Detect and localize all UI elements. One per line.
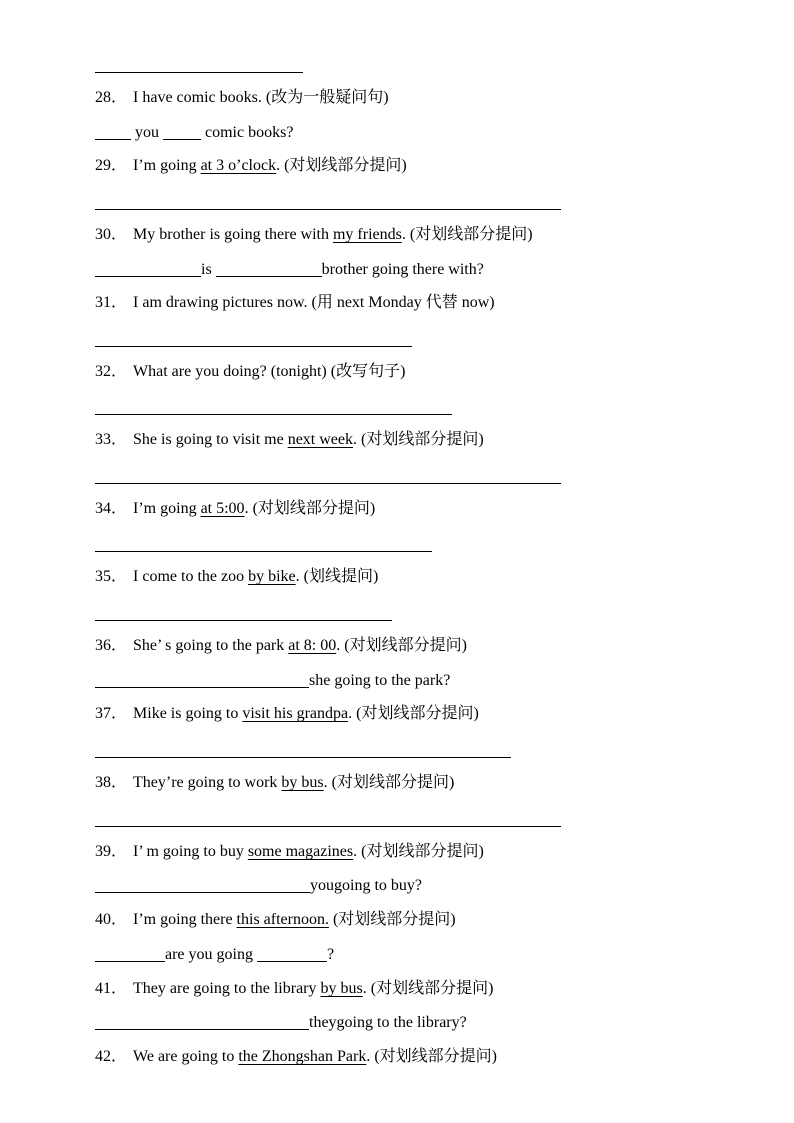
answer-39: yougoing to buy? [95,876,422,896]
question-37: 37． Mike is going to visit his grandpa. (对划线部分提问) [95,705,479,722]
answer-line-33[interactable] [95,483,561,484]
question-40: 40． I’m going there this afternoon. (对划线部分提问) [95,911,456,928]
question-29: 29． I’m going at 3 o’clock. (对划线部分提问) [95,157,407,174]
question-31: 31． I am drawing pictures now. (用 next Monday 代替 now) [95,294,495,311]
question-42: 42． We are going to the Zhongshan Park. (对划线部分提问) [95,1048,498,1065]
question-30: 30． My brother is going there with my friends. (对划线部分提问) [95,226,533,243]
answer-41: theygoing to the library? [95,1013,467,1033]
question-38: 38． They’re going to work by bus. (对划线部分提问) [95,774,455,791]
question-41: 41． They are going to the library by bus. (对划线部分提问) [95,980,494,997]
blank-28-1[interactable] [95,123,131,140]
answer-line-35[interactable] [95,620,392,621]
blank-28-2[interactable] [163,123,201,140]
question-32: 32． What are you doing? (tonight) (改写句子) [95,363,406,380]
question-number: 28． [95,89,128,106]
blank-40-2[interactable] [257,945,327,962]
answer-28: you comic books? [95,123,293,143]
answer-line-31[interactable] [95,346,412,347]
question-28: 28． I have comic books. (改为一般疑问句) [95,89,389,106]
answer-line-38[interactable] [95,826,561,827]
question-34: 34． I’m going at 5:00. (对划线部分提问) [95,500,376,517]
question-33: 33． She is going to visit me next week. (对划线部分提问) [95,431,484,448]
question-36: 36． She’ s going to the park at 8: 00. (对划线部分提问) [95,637,467,654]
blank-30-2[interactable] [216,260,322,277]
blank-30-1[interactable] [95,260,201,277]
answer-40: are you going ? [95,945,334,965]
blank-41-1[interactable] [95,1013,309,1030]
answer-36: she going to the park? [95,671,450,691]
blank-40-1[interactable] [95,945,165,962]
question-39: 39． I’ m going to buy some magazines. (对划线部分提问) [95,843,484,860]
blank-36-1[interactable] [95,671,309,688]
answer-line-37[interactable] [95,757,511,758]
answer-30: is brother going there with? [95,260,484,280]
underlined-part: at 3 o’clock [200,157,277,174]
blank-39-1[interactable] [95,876,310,893]
answer-line-29[interactable] [95,209,561,210]
question-35: 35． I come to the zoo by bike. (划线提问) [95,568,379,585]
answer-line-prev[interactable] [95,72,303,73]
answer-line-34[interactable] [95,551,432,552]
answer-line-32[interactable] [95,414,452,415]
